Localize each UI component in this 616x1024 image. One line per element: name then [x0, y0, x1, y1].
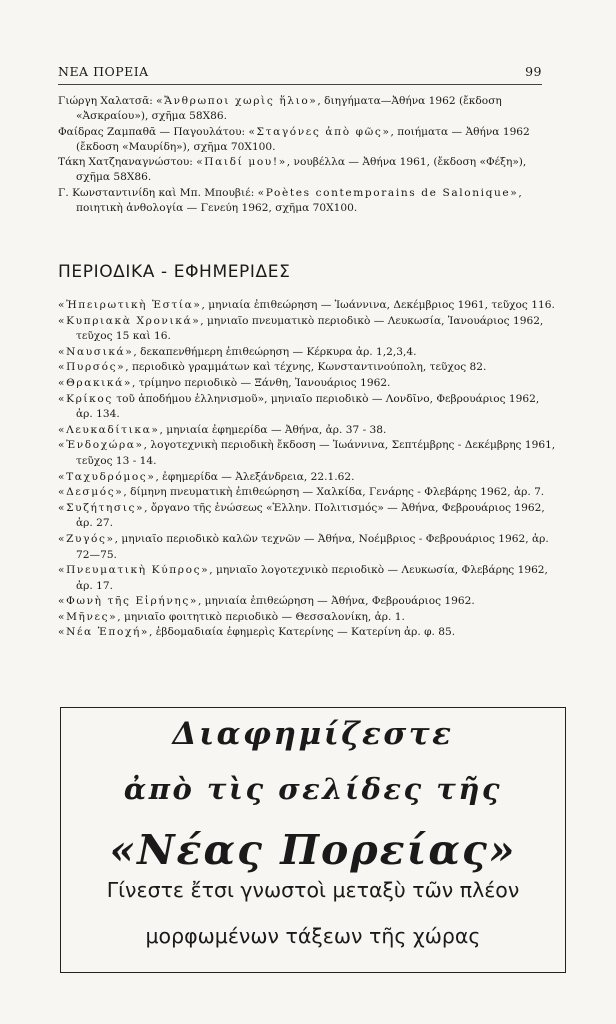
- author: Γιώργη Χαλατσᾶ:: [58, 95, 157, 107]
- periodical-details: , ἑβδομαδιαία ἐφημερὶς Κατερίνης — Κατερίνη ἀρ. φ. 85.: [149, 626, 456, 639]
- advertisement-box: [60, 707, 566, 973]
- book-entry: [58, 125, 558, 156]
- periodical-entry: [58, 392, 558, 423]
- book-title: «Παιδί μου!»: [196, 156, 287, 169]
- journal-title: ΝΕΑ ΠΟΡΕΙΑ: [58, 64, 149, 79]
- periodical-title: «Ἠπειρωτικὴ Ἑστία»: [58, 299, 202, 311]
- book-entry: [58, 94, 558, 125]
- book-title: «Σταγόνες ἀπὸ φῶς»: [248, 125, 391, 138]
- periodical-details: , δίμηνη πνευματικὴ ἐπιθεώρηση — Χαλκίδα, Γενάρης - Φλεβάρης 1962, ἀρ. 7.: [123, 486, 545, 499]
- book-details: , ποιητικὴ ἀνθολογία — Γενεύη 1962, σχῆμα 70Χ100.: [76, 186, 522, 215]
- header-rule: [58, 84, 542, 85]
- author: Φαίδρας Ζαμπαθᾶ — Παγουλάτου:: [58, 125, 249, 138]
- periodical-entry: [58, 470, 558, 486]
- periodical-details: , δεκαπενθήμερη ἐπιθεώρηση — Κέρκυρα ἀρ. 1,2,3,4.: [133, 345, 417, 358]
- book-details: , διηγήματα—Ἀθήνα 1962 (ἔκδοση «Ἀσκραίου»), σχῆμα 58Χ86.: [76, 95, 502, 123]
- periodical-title: «Δεσμός»: [58, 486, 124, 499]
- book-details: , ποιήματα — Ἀθήνα 1962 (ἔκδοση «Μαυρίδη»), σχῆμα 70Χ100.: [76, 125, 530, 153]
- ad-journal-name: «Νέας Πορείας»: [109, 826, 517, 874]
- page-number: 99: [525, 64, 542, 79]
- periodical-entry: [58, 625, 558, 641]
- periodical-details: , λογοτεχνικὴ περιοδικὴ ἔκδοση — Ἰωάννινα, Σεπτέμβρης - Δεκέμβρης 1961, τεῦχος 13 - 14.: [76, 439, 556, 467]
- periodical-details: , μηνιαία ἐφημερίδα — Ἀθήνα, ἀρ. 37 - 38.: [159, 423, 387, 436]
- periodical-details: , μηνιαία ἐπιθεώρηση — Ἀθήνα, Φεβρουάριος 1962.: [197, 595, 475, 608]
- periodical-entry: [58, 376, 558, 392]
- periodical-title: «Ναυσικά»: [58, 345, 134, 358]
- periodical-title: «Μῆνες»: [58, 610, 118, 623]
- book-entry: [58, 186, 558, 217]
- periodical-entry: [58, 594, 558, 610]
- periodical-entry: [58, 423, 558, 439]
- periodical-title: «Λευκαδίτικα»: [58, 423, 160, 436]
- periodical-entry: [58, 501, 558, 532]
- periodical-title: «Πυρσός»: [58, 361, 126, 374]
- author: Τάκη Χατζηαναγνώστου:: [58, 156, 197, 169]
- periodical-entry: [58, 360, 558, 376]
- periodical-entry: [58, 532, 558, 563]
- periodical-details: , ἐφημερίδα — Ἀλεξάνδρεια, 22.1.62.: [155, 470, 355, 483]
- periodical-details: , μηνιαῖο πνευματικὸ περιοδικὸ — Λευκωσία, Ἰανουάριος 1962, τεῦχος 15 καὶ 16.: [76, 314, 544, 343]
- periodical-title: «Συζήτησις»: [58, 501, 145, 514]
- ad-tagline-2: μορφωμένων τάξεων τῆς χώρας: [145, 924, 481, 948]
- periodical-title: «Πνευματικὴ Κύπρος»: [58, 564, 210, 577]
- periodical-details: , μηνιαῖο λογοτεχνικὸ περιοδικὸ — Λευκωσία, Φλεβάρης 1962, ἀρ. 17.: [76, 564, 548, 592]
- author: Γ. Κωνσταντινίδη καὶ Μπ. Μπουβιέ:: [58, 186, 258, 199]
- periodical-entry: [58, 485, 558, 501]
- periodical-details: τοῦ ἀποδήμου ἑλληνισμοῦ», μηνιαῖο περιοδικὸ — Λονδῖνο, Φεβρουάριος 1962, ἀρ. 134.: [76, 392, 540, 421]
- periodical-entry: [58, 298, 558, 314]
- ad-subheadline: ἀπὸ τὶς σελίδες τῆς: [123, 772, 503, 806]
- periodical-title: «Κυπριακὰ Χρονικά»: [58, 314, 201, 327]
- section-title: ΠΕΡΙΟΔΙΚΑ - ΕΦΗΜΕΡΙΔΕΣ: [58, 262, 291, 282]
- periodical-details: , μηνιαῖο περιοδικὸ καλῶν τεχνῶν — Ἀθήνα, Νοέμβριος - Φεβρουάριος 1962, ἀρ. 72—75.: [76, 532, 549, 561]
- periodical-title: «Ταχυδρόμος»: [58, 470, 156, 483]
- periodical-entry: [58, 610, 558, 626]
- periodical-list: [58, 298, 558, 641]
- ad-tagline-1: Γίνεστε ἔτσι γνωστοὶ μεταξὺ τῶν πλέον: [106, 878, 520, 902]
- periodical-details: , μηνιαία ἐπιθεώρηση — Ἰωάννινα, Δεκέμβριος 1961, τεῦχος 116.: [201, 299, 555, 311]
- periodical-details: , ὄργανο τῆς ἑνώσεως «Ἑλλην. Πολιτισμός» — Ἀθήνα, Φεβρουάριος 1962, ἀρ. 27.: [76, 501, 545, 530]
- ad-headline: Διαφημίζεστε: [172, 716, 454, 752]
- periodical-title: «Ζυγός»: [58, 532, 115, 545]
- periodical-title: «Κρίκος: [58, 392, 113, 405]
- periodical-title: «Ἐνδοχώρα»: [58, 439, 144, 452]
- periodical-details: , περιοδικὸ γραμμάτων καὶ τέχνης, Κωνσταντινούπολη, τεῦχος 82.: [125, 361, 487, 374]
- periodical-details: , τρίμηνο περιοδικὸ — Ξάνθη, Ἰανουάριος 1962.: [131, 376, 391, 389]
- book-entry: [58, 155, 558, 186]
- book-list: [58, 94, 558, 216]
- periodical-details: , μηνιαῖο φοιτητικὸ περιοδικὸ — Θεσσαλονίκη, ἀρ. 1.: [117, 610, 405, 623]
- book-title: «Poètes contemporains de Salonique»: [257, 186, 519, 199]
- periodical-entry: [58, 438, 558, 469]
- periodical-title: «Φωνὴ τῆς Εἰρήνης»: [58, 595, 198, 608]
- running-head: [58, 64, 542, 79]
- book-title: «Ἄνθρωποι χωρὶς ἥλιο»: [156, 95, 318, 107]
- periodical-entry: [58, 345, 558, 361]
- periodical-title: «Θρακικά»: [58, 376, 132, 389]
- periodical-title: «Νέα Ἐποχή»: [58, 626, 149, 639]
- periodical-entry: [58, 314, 558, 345]
- book-details: , νουβέλλα — Ἀθήνα 1961, (ἔκδοση «Φέξη»), σχῆμα 58Χ86.: [76, 156, 527, 184]
- periodical-entry: [58, 563, 558, 594]
